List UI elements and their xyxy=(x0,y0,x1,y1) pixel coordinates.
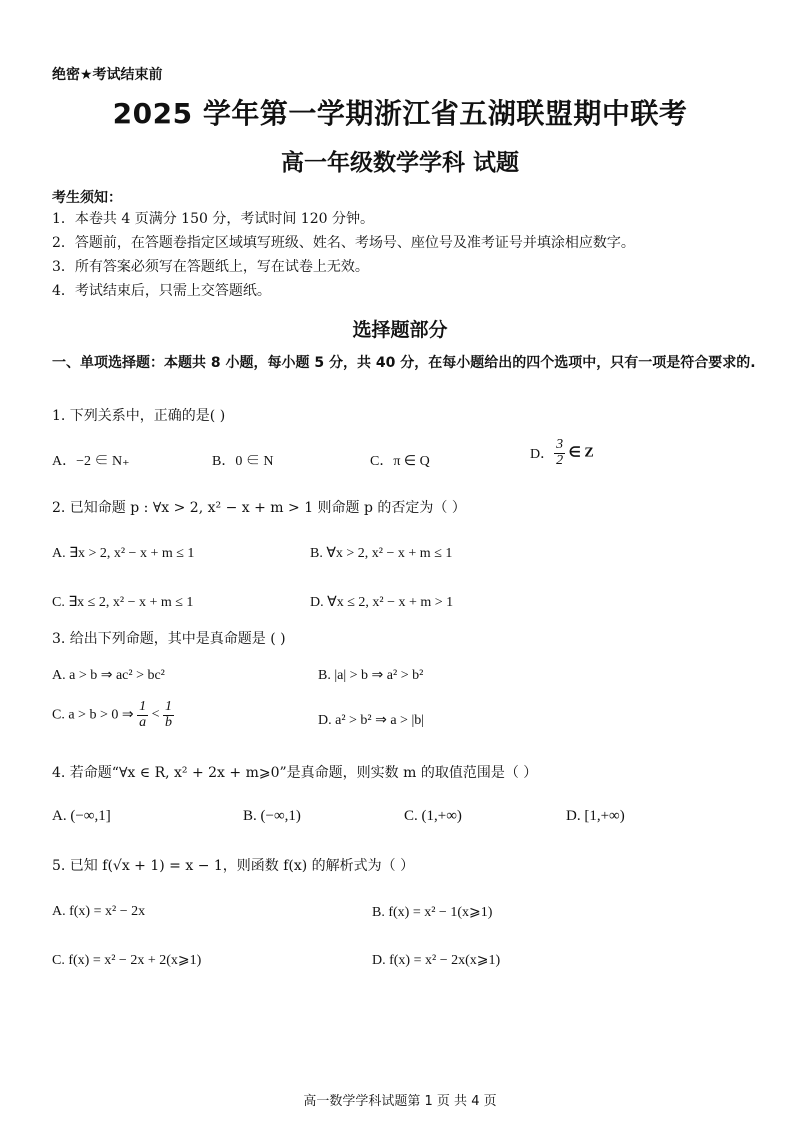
option-d-tail: ∈ Z xyxy=(565,445,594,461)
question-1-option-d xyxy=(530,438,594,468)
question-4-option-a: A. (−∞,1] xyxy=(52,808,111,824)
question-1-option-b: B．0 ∈ N xyxy=(212,454,274,469)
confidential-label: 绝密★考试结束前 xyxy=(52,67,163,83)
question-2-option-c: C. ∃x ≤ 2, x² − x + m ≤ 1 xyxy=(52,595,194,610)
question-2-option-a: A. ∃x > 2, x² − x + m ≤ 1 xyxy=(52,546,195,561)
fraction-denominator: b xyxy=(164,714,172,730)
notice-heading: 考生须知： xyxy=(52,190,122,206)
question-2-option-d: D. ∀x ≤ 2, x² − x + m > 1 xyxy=(310,595,454,610)
question-3-option-b: B. |a| > b ⇒ a² > b² xyxy=(318,668,424,683)
exam-title: 2025 学年第一学期浙江省五湖联盟期中联考 xyxy=(112,97,688,130)
question-3-option-c xyxy=(52,700,174,730)
section-title: 选择题部分 xyxy=(352,319,448,341)
question-4-option-b: B. (−∞,1) xyxy=(243,808,301,824)
question-5-option-b: B. f(x) = x² − 1(x⩾1) xyxy=(372,905,493,920)
notice-item: 2．答题前，在答题卷指定区域填写班级、姓名、考场号、座位号及准考证号并填涂相应数字。 xyxy=(52,235,635,251)
question-2-stem: 2. 已知命题 p : ∀x > 2, x² − x + m > 1 则命题 p 的否定为（ ） xyxy=(52,500,466,516)
question-1-option-c: C．π ∈ Q xyxy=(370,454,430,469)
question-1-option-a: A．−2 ∈ N₊ xyxy=(52,454,130,469)
fraction xyxy=(554,438,565,468)
fraction-numerator: 3 xyxy=(556,437,564,452)
question-1-stem: 1. 下列关系中，正确的是( ) xyxy=(52,408,226,424)
question-5-option-c: C. f(x) = x² − 2x + 2(x⩾1) xyxy=(52,953,202,968)
question-4-option-c: C. (1,+∞) xyxy=(404,808,462,824)
question-3-stem: 3. 给出下列命题，其中是真命题是 ( ) xyxy=(52,631,286,647)
page-footer: 高一数学学科试题第 1 页 共 4 页 xyxy=(303,1094,497,1109)
notice-item: 3．所有答案必须写在答题纸上，写在试卷上无效。 xyxy=(52,259,369,275)
option-d-label: D． xyxy=(530,447,555,463)
fraction-denominator: a xyxy=(139,714,147,730)
option-c-label: C. a > b > 0 ⇒ xyxy=(52,707,134,723)
question-2-option-b: B. ∀x > 2, x² − x + m ≤ 1 xyxy=(310,546,453,561)
relation-symbol: < xyxy=(151,707,160,723)
question-3-option-a: A. a > b ⇒ ac² > bc² xyxy=(52,668,165,683)
fraction xyxy=(137,700,148,730)
question-5-stem: 5. 已知 f(√x + 1) = x − 1，则函数 f(x) 的解析式为（ ） xyxy=(52,858,415,874)
part-heading: 一、单项选择题：本题共 8 小题，每小题 5 分，共 40 分，在每小题给出的四个选项中，只有一项是符合要求的. xyxy=(52,355,756,371)
fraction-denominator: 2 xyxy=(556,452,564,468)
fraction-numerator: 1 xyxy=(164,699,172,714)
question-5-option-a: A. f(x) = x² − 2x xyxy=(52,904,146,919)
question-3-option-d: D. a² > b² ⇒ a > |b| xyxy=(318,713,425,728)
exam-subtitle: 高一年级数学学科 试题 xyxy=(280,150,519,176)
question-4-option-d: D. [1,+∞) xyxy=(566,808,625,824)
notice-item: 4．考试结束后，只需上交答题纸。 xyxy=(52,283,271,299)
fraction xyxy=(163,700,174,730)
notice-item: 1．本卷共 4 页满分 150 分，考试时间 120 分钟。 xyxy=(52,211,374,227)
fraction-numerator: 1 xyxy=(139,699,147,714)
question-5-option-d: D. f(x) = x² − 2x(x⩾1) xyxy=(372,953,501,968)
question-4-stem: 4. 若命题“∀x ∈ R, x² + 2x + m⩾0”是真命题，则实数 m 的取值范围是（ ） xyxy=(52,765,538,781)
